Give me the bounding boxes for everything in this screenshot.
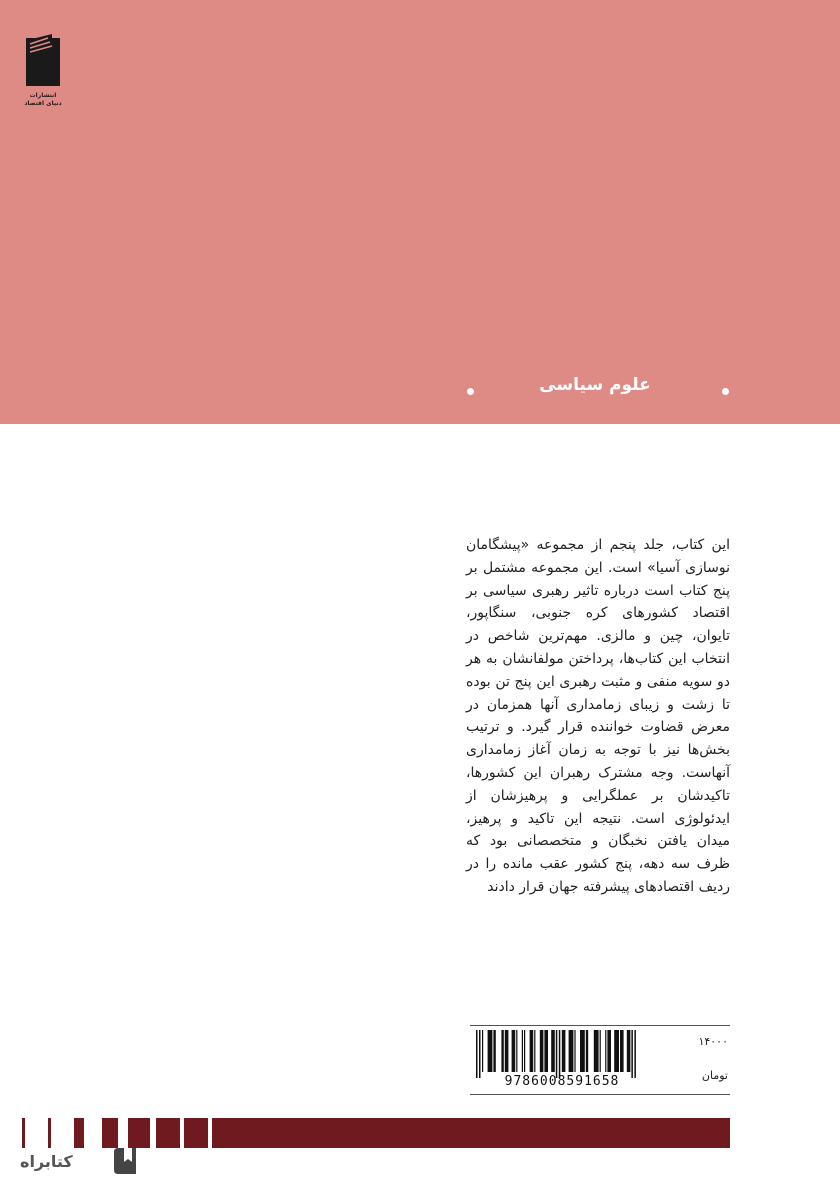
- barcode-bar: [556, 1030, 558, 1078]
- barcode-bar: [559, 1030, 561, 1078]
- publisher-logo: [22, 30, 64, 120]
- footer-bar: [212, 1118, 730, 1148]
- barcode-bar: [476, 1030, 478, 1078]
- footer-segment: [156, 1118, 180, 1148]
- barcode-bar: [505, 1030, 509, 1072]
- barcode-bar: [594, 1030, 599, 1072]
- watermark-logo-icon: [108, 1144, 142, 1178]
- barcode-bar: [627, 1030, 631, 1072]
- price-currency: تومان: [701, 1069, 728, 1082]
- barcode-bar: [586, 1030, 588, 1072]
- publisher-name: انتشارات دنیای اقتصاد: [24, 92, 62, 107]
- barcode-bar: [493, 1030, 495, 1072]
- barcode-bar: [580, 1030, 585, 1072]
- barcode-rule-top: [470, 1025, 730, 1026]
- barcode-bar: [479, 1030, 481, 1078]
- barcode-bar: [544, 1030, 548, 1072]
- barcode-bar: [605, 1030, 606, 1072]
- barcode-bar: [522, 1030, 523, 1072]
- book-icon: [22, 30, 64, 90]
- barcode-bar: [574, 1030, 575, 1072]
- cover-top-band: [0, 0, 840, 424]
- watermark-text: کتابراه: [20, 1152, 73, 1171]
- barcode-bar: [530, 1030, 534, 1072]
- barcode-bar: [488, 1030, 493, 1072]
- price-value: ۱۴۰۰۰: [698, 1035, 728, 1048]
- barcode-bar: [631, 1030, 633, 1078]
- barcode-bar: [512, 1030, 516, 1072]
- barcode-bar: [516, 1030, 517, 1072]
- barcode-bar: [569, 1030, 574, 1072]
- barcode-bar: [600, 1030, 601, 1072]
- barcode-bar: [620, 1030, 624, 1072]
- barcode-bar: [607, 1030, 611, 1072]
- watermark: [20, 1140, 125, 1182]
- decorative-dot-left: [467, 388, 474, 395]
- barcode-rule-bottom: [470, 1094, 730, 1095]
- barcode-bar: [614, 1030, 619, 1072]
- barcode-area: [470, 1025, 730, 1095]
- barcode-bar: [562, 1030, 566, 1072]
- barcode-bar: [524, 1030, 525, 1072]
- blurb-text: این کتاب، جلد پنجم از مجموعه «پیشگامان نوسازی آسیا» است. این مجموعه مشتمل بر پنج کتاب است درباره تاثیر رهبری سیاسی بر اقتصاد کشورهای کره جنوبی، سنگاپور، تایوان، چین و مالزی. مهم‌ترین شاخص در انتخاب این کتاب‌ها، پرداختن مولفانشان به هر دو سویه منفی و مثبت رهبری این پنج تن بوده تا زشت و زیبای زمامداری آنها همزمان در معرض قضاوت خواننده قرار گیرد. و ترتیب بخش‌ها نیز با توجه به زمان آغاز زمامداری آنهاست. وجه مشترک رهبران این کشورها، تاکیدشان بر عملگرایی و پرهیزشان از ایدئولوژی است. نتیجه این تاکید و پرهیز، میدان یافتن نخبگان و متخصصانی بود که ظرف سه دهه، پنج کشور عقب مانده را در ردیف اقتصادهای پیشرفته جهان قرار دادند: [466, 537, 730, 895]
- barcode-bar: [540, 1030, 544, 1072]
- barcode-bar: [551, 1030, 555, 1072]
- isbn-number: 9786008591658: [504, 1074, 620, 1089]
- footer-segment: [184, 1118, 208, 1148]
- barcode-bar: [534, 1030, 535, 1072]
- isbn-barcode: [472, 1030, 652, 1078]
- category-label: علوم سیاسی: [539, 375, 651, 395]
- decorative-dot-right: [722, 388, 729, 395]
- back-cover-blurb: [466, 534, 730, 899]
- barcode-bar: [634, 1030, 636, 1078]
- barcode-bar: [482, 1030, 483, 1072]
- barcode-bar: [501, 1030, 503, 1072]
